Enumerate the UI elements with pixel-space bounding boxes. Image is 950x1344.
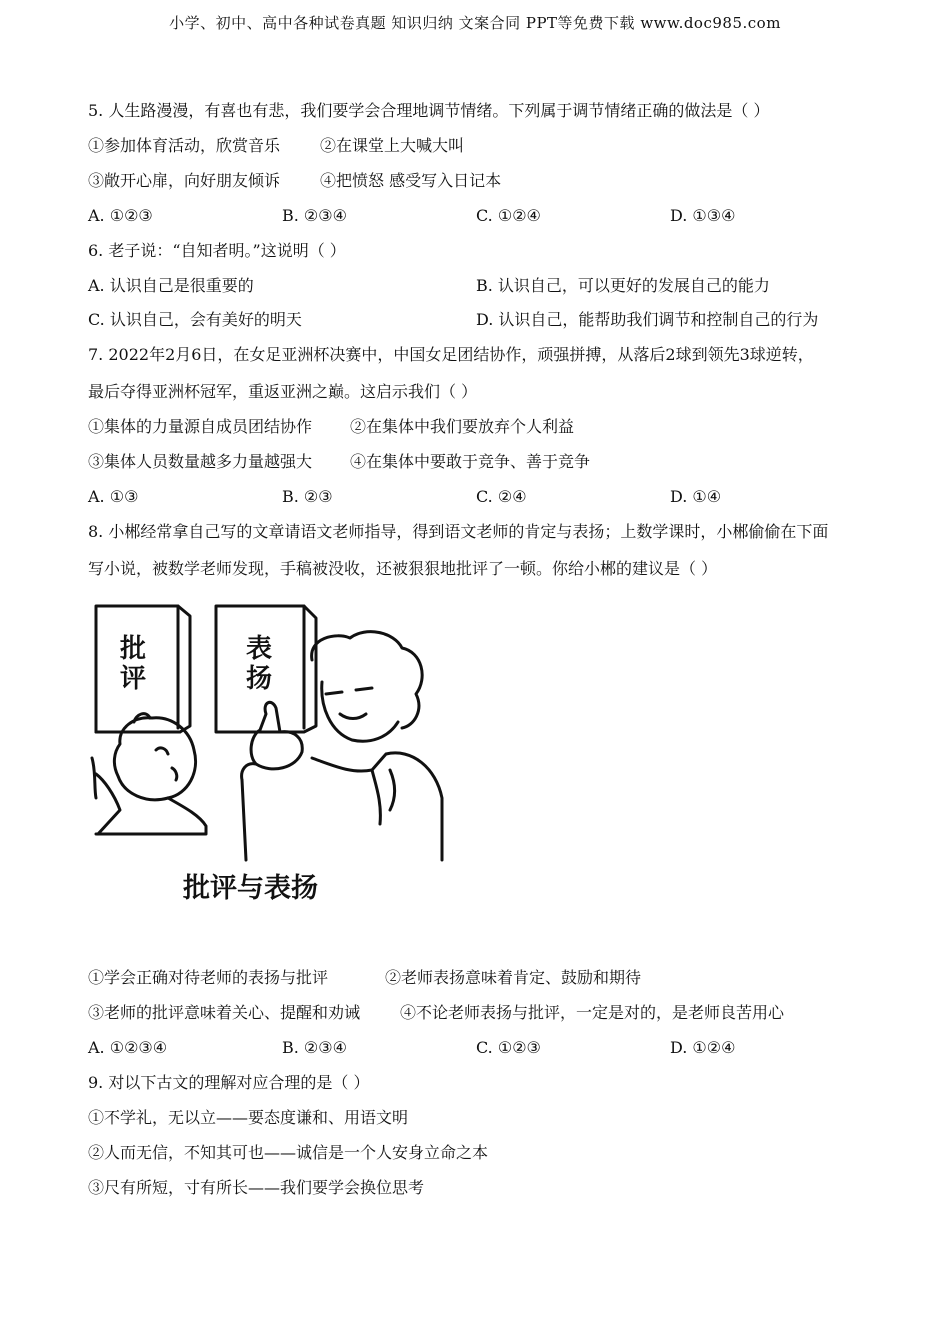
q7-statement-4: ④在集体中要敢于竞争、善于竞争 [350, 452, 591, 471]
q6-option-d: D. 认识自己，能帮助我们调节和控制自己的行为 [476, 310, 819, 329]
q5-statement-3: ③敞开心扉，向好朋友倾诉 [88, 171, 281, 190]
q7-statement-2: ②在集体中我们要放弃个人利益 [350, 417, 575, 436]
q8-statement-1: ①学会正确对待老师的表扬与批评 [88, 968, 329, 987]
q8-option-a: A. ①②③④ [88, 1038, 168, 1057]
q7-statement-1: ①集体的力量源自成员团结协作 [88, 417, 313, 436]
q7-stem-line-1: 7. 2022年2月6日，在女足亚洲杯决赛中，中国女足团结协作，顽强拼搏，从落后2球到领先3球逆转， [88, 345, 814, 364]
criticism-praise-illustration [90, 598, 455, 910]
q8-stem-line-2: 写小说，被数学老师发现，手稿被没收，还被狠狠地批评了一顿。你给小郴的建议是（ ） [88, 559, 718, 578]
book-label-criticism: 批评 [120, 634, 147, 694]
q7-stem-line-2: 最后夺得亚洲杯冠军，重返亚洲之巅。这启示我们（ ） [88, 382, 478, 401]
book-label-praise: 表扬 [246, 634, 273, 694]
q8-option-c: C. ①②③ [476, 1038, 541, 1057]
q6-stem: 6. 老子说：“自知者明。”这说明（ ） [88, 241, 346, 260]
q7-statement-3: ③集体人员数量越多力量越强大 [88, 452, 313, 471]
q5-option-c: C. ①②④ [476, 206, 541, 225]
q7-option-a: A. ①③ [88, 487, 139, 506]
illustration-caption: 批评与表扬 [183, 873, 318, 904]
q6-option-b: B. 认识自己，可以更好的发展自己的能力 [476, 276, 770, 295]
q5-statement-4: ④把愤怒 感受写入日记本 [320, 171, 502, 190]
q6-option-a: A. 认识自己是很重要的 [88, 276, 254, 295]
q9-statement-3: ③尺有所短，寸有所长——我们要学会换位思考 [88, 1178, 425, 1197]
q7-option-d: D. ①④ [670, 487, 722, 506]
q5-statement-2: ②在课堂上大喊大叫 [320, 136, 465, 155]
q8-statement-2: ②老师表扬意味着肯定、鼓励和期待 [385, 968, 642, 987]
q8-statement-4: ④不论老师表扬与批评，一定是对的，是老师良苦用心 [400, 1003, 785, 1022]
q6-option-c: C. 认识自己，会有美好的明天 [88, 310, 302, 329]
q5-statement-1: ①参加体育活动，欣赏音乐 [88, 136, 281, 155]
q5-option-b: B. ②③④ [282, 206, 347, 225]
q5-option-a: A. ①②③ [88, 206, 153, 225]
q8-option-d: D. ①②④ [670, 1038, 736, 1057]
q9-statement-1: ①不学礼，无以立——要态度谦和、用语文明 [88, 1108, 409, 1127]
q5-option-d: D. ①③④ [670, 206, 736, 225]
page-header: 小学、初中、高中各种试卷真题 知识归纳 文案合同 PPT等免费下载 www.doc985.com [169, 14, 781, 32]
q5-stem: 5. 人生路漫漫，有喜也有悲，我们要学会合理地调节情绪。下列属于调节情绪正确的做法是（ ） [88, 101, 770, 120]
q9-statement-2: ②人而无信，不知其可也——诚信是一个人安身立命之本 [88, 1143, 489, 1162]
q8-option-b: B. ②③④ [282, 1038, 347, 1057]
q8-stem-line-1: 8. 小郴经常拿自己写的文章请语文老师指导，得到语文老师的肯定与表扬；上数学课时，小郴偷偷在下面 [88, 522, 829, 541]
q7-option-b: B. ②③ [282, 487, 333, 506]
q7-option-c: C. ②④ [476, 487, 527, 506]
q9-stem: 9. 对以下古文的理解对应合理的是（ ） [88, 1073, 370, 1092]
q8-statement-3: ③老师的批评意味着关心、提醒和劝诫 [88, 1003, 361, 1022]
